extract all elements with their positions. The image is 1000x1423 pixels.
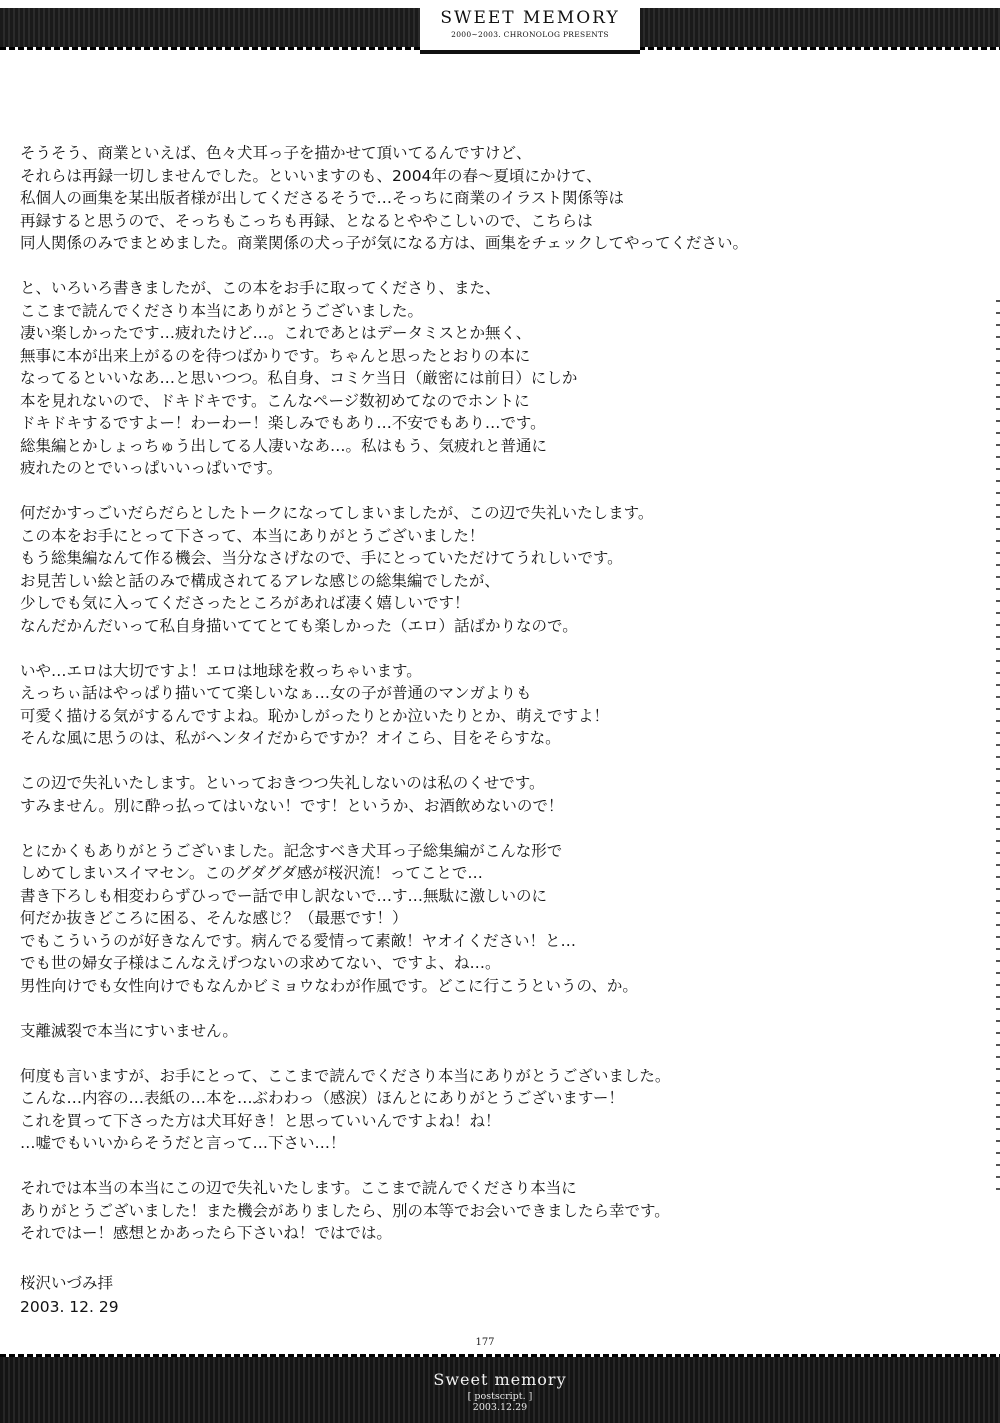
text-line: 何度も言いますが、お手にとって、ここまで読んでくださり本当にありがとうございました。 [20,1066,671,1085]
footer-title: Sweet memory [433,1370,567,1389]
text-line: 本を見れないので、ドキドキです。こんなページ数初めてなのでホントに [20,391,530,410]
text-line: こんな…内容の…表紙の…本を…ぶわわっ（感涙）ほんとにありがとうございますー！ [20,1089,624,1107]
paragraph [20,840,980,998]
postscript-body [20,142,980,1267]
text-line: なってるといいなあ…と思いつつ。私自身、コミケ当日（厳密には前日）にしか [20,369,578,387]
text-line: いや…エロは大切ですよ！エロは地球を救っちゃいます。 [20,661,422,680]
paragraph [20,1020,980,1043]
text-line: 少しでも気に入ってくださったところがあれば凄く嬉しいです！ [20,594,470,612]
paragraph [20,1065,980,1155]
header-title: SWEET MEMORY [440,8,620,28]
text-line: ドキドキするですよー！わーわー！楽しみでもあり…不安でもあり…です。 [20,414,546,432]
signature-date: 2003. 12. 29 [20,1298,119,1316]
text-line: 疲れたのとでいっぱいいっぱいです。 [20,459,283,477]
text-line: この辺で失礼いたします。といっておきつつ失礼しないのは私のくせです。 [20,774,545,792]
text-line: でも世の婦女子様はこんなえげつないの求めてない、ですよ、ね…。 [20,954,501,972]
paragraph [20,1177,980,1245]
footer-subtitle-block [0,1391,1000,1413]
text-line: 何だか抜きどころに困る、そんな感じ？（最悪です！） [20,909,408,927]
page-header [0,0,1000,50]
signature-author: 桜沢いづみ拝 [20,1274,114,1292]
text-line: もう総集編なんて作る機会、当分なさげなので、手にとっていただけてうれしいです。 [20,549,623,567]
right-edge-decoration [996,300,1000,1200]
text-line: 男性向けでも女性向けでもなんかビミョウなわが作風です。どこに行こうというの、か。 [20,976,638,995]
text-line: この本をお手にとって下さって、本当にありがとうございました！ [20,526,485,545]
footer-subtitle: [ postscript. ] [467,1391,533,1402]
text-line: これを買って下さった方は犬耳好き！と思っていいんですよね！ね！ [20,1111,501,1130]
text-line: お見苦しい絵と話のみで構成されてるアレな感じの総集編でしたが、 [20,571,500,590]
text-line: 総集編とかしょっちゅう出してる人凄いなあ…。私はもう、気疲れと普通に [20,436,548,455]
text-line: 無事に本が出来上がるのを待つばかりです。ちゃんと思ったとおりの本に [20,346,531,365]
page-number: 177 [475,1337,495,1348]
text-line: そんな風に思うのは、私がヘンタイだからですか？オイこら、目をそらすな。 [20,729,561,747]
text-line: 可愛く描ける気がするんですよね。恥かしがったりとか泣いたりとか、萌えですよ！ [20,706,610,725]
paragraph [20,277,980,480]
text-line: なんだかんだいって私自身描いててとても楽しかった（エロ）話ばかりなので。 [20,616,578,635]
text-line: 書き下ろしも相変わらずひっでー話で申し訳ないで…す…無駄に激しいのに [20,886,548,905]
text-line: それではー！感想とかあったら下さいね！ではでは。 [20,1224,392,1242]
footer-date: 2003.12.29 [472,1402,528,1413]
paragraph [20,142,980,255]
text-line: ここまで読んでくださり本当にありがとうございました。 [20,301,424,320]
text-line: と、いろいろ書きましたが、この本をお手に取ってくださり、また、 [20,279,501,297]
page-footer [0,1354,1000,1423]
text-line: 支離滅裂で本当にすいません。 [20,1021,238,1040]
text-line: それらは再録一切しませんでした。といいますのも、2004年の春～夏頃にかけて、 [20,166,602,185]
header-subtitle: 2000~2003. CHRONOLOG PRESENTS [451,30,609,39]
text-line: 凄い楽しかったです…疲れたけど…。これであとはデータミスとか無く、 [20,324,532,342]
paragraph [20,772,980,817]
text-line: 私個人の画集を某出版者様が出してくださるそうで…そっちに商業のイラスト関係等は [20,189,625,207]
text-line: でもこういうのが好きなんです。病んでる愛情って素敵！ヤオイください！と… [20,931,576,950]
text-line: そうそう、商業といえば、色々犬耳っ子を描かせて頂いてるんですけど、 [20,144,532,162]
paragraph [20,502,980,637]
text-line: 何だかすっごいだらだらとしたトークになってしまいましたが、この辺で失礼いたします。 [20,504,654,522]
text-line: すみません。別に酔っ払ってはいない！です！というか、お酒飲めないので！ [20,796,564,815]
text-line: ありがとうございました！また機会がありましたら、別の本等でお会いできましたら幸です。 [20,1201,670,1220]
paragraph [20,660,980,750]
signature-block [20,1271,119,1319]
text-line: 再録すると思うので、そっちもこっちも再録、となるとややこしいので、こちらは [20,211,593,230]
text-line: えっちぃ話はやっぱり描いてて楽しいなぁ…女の子が普通のマンガよりも [20,684,532,702]
text-line: とにかくもありがとうございました。記念すべき犬耳っ子総集編がこんな形で [20,841,563,860]
text-line: それでは本当の本当にこの辺で失礼いたします。ここまで読んでくださり本当に [20,1179,577,1197]
text-line: …嘘でもいいからそうだと言って…下さい…！ [20,1134,346,1152]
text-line: しめてしまいスイマセン。このグダグダ感が桜沢流！ってことで… [20,864,483,882]
text-line: 同人関係のみでまとめました。商業関係の犬っ子が気になる方は、画集をチェックしてやってください。 [20,234,749,252]
